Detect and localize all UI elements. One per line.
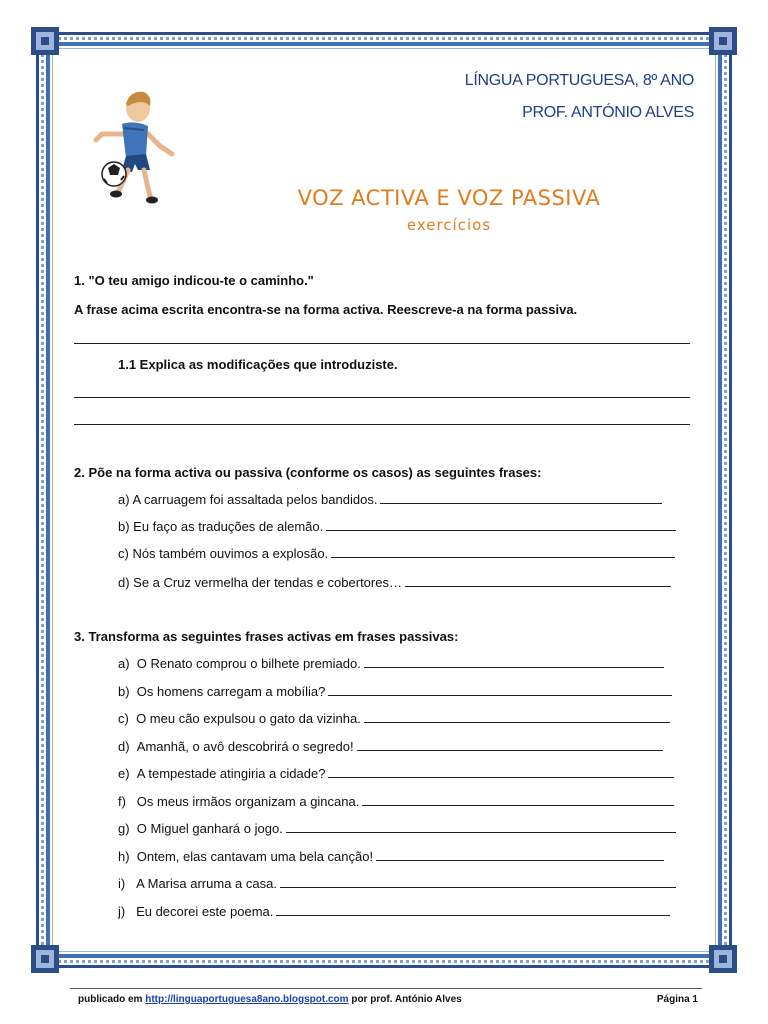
exercise-3-item — [118, 794, 674, 809]
answer-line[interactable] — [328, 766, 674, 778]
answer-line[interactable] — [276, 904, 670, 916]
exercise-3-item-text: O meu cão expulsou o gato da vizinha. — [136, 711, 361, 726]
answer-line[interactable] — [280, 876, 676, 888]
item-marker: i) — [118, 876, 126, 891]
exercise-3-item-text: Eu decorei este poema. — [136, 904, 274, 919]
exercise-3-item — [118, 739, 663, 754]
exercise-2-item-text: c) Nós também ouvimos a explosão. — [118, 546, 329, 561]
exercise-3-item — [118, 766, 674, 781]
item-marker: b) — [118, 684, 130, 699]
exercise-3-item-text: O Miguel ganhará o jogo. — [136, 821, 283, 836]
answer-line[interactable] — [74, 397, 690, 398]
exercise-2-item — [118, 546, 675, 561]
answer-line[interactable] — [357, 739, 663, 751]
footer-divider — [70, 988, 702, 989]
exercise-3-item — [118, 711, 670, 726]
exercise-3-item-text: A Marisa arruma a casa. — [136, 876, 277, 891]
exercise-3-item — [118, 684, 672, 699]
item-marker: j) — [118, 904, 126, 919]
exercise-3-item-text: Amanhã, o avô descobrirá o segredo! — [136, 739, 354, 754]
footer-author: por prof. António Alves — [351, 994, 462, 1005]
worksheet-subtitle: exercícios — [406, 216, 492, 234]
answer-line[interactable] — [364, 711, 670, 723]
exercise-1-instruction: A frase acima escrita encontra-se na forma activa. Reescreve-a na forma passiva. — [74, 302, 578, 317]
item-marker: d) — [118, 739, 130, 754]
exercise-3-item-text: Os homens carregam a mobília? — [136, 684, 326, 699]
item-marker: h) — [118, 849, 130, 864]
subject-heading: LÍNGUA PORTUGUESA, 8º ANO — [464, 72, 694, 89]
corner-ornament-icon — [708, 944, 738, 974]
exercise-3-item — [118, 876, 676, 891]
answer-line[interactable] — [362, 794, 674, 806]
answer-line[interactable] — [328, 684, 672, 696]
item-marker: g) — [118, 821, 130, 836]
exercise-2-item-text: d) Se a Cruz vermelha der tendas e cobertores… — [118, 575, 402, 590]
exercise-3-item — [118, 821, 676, 836]
exercise-3-item-text: O Renato comprou o bilhete premiado. — [136, 656, 361, 671]
exercise-2-item — [118, 492, 662, 507]
exercise-3-heading: 3. Transforma as seguintes frases activas em frases passivas: — [74, 629, 459, 644]
answer-line[interactable] — [405, 575, 671, 587]
exercise-1-heading: 1. "O teu amigo indicou-te o caminho." — [74, 273, 314, 288]
page-footer — [78, 994, 698, 1005]
worksheet-title: VOZ ACTIVA E VOZ PASSIVA — [297, 186, 601, 210]
exercise-2-item — [118, 519, 676, 534]
answer-line[interactable] — [364, 656, 664, 668]
exercise-3-item — [118, 656, 664, 671]
exercise-2-item-text: a) A carruagem foi assaltada pelos bandidos. — [118, 492, 378, 507]
answer-line[interactable] — [286, 821, 676, 833]
item-marker: f) — [118, 794, 126, 809]
exercise-2-item — [118, 575, 671, 590]
answer-line[interactable] — [326, 519, 676, 531]
teacher-heading: PROF. ANTÓNIO ALVES — [522, 104, 694, 121]
answer-line[interactable] — [74, 424, 690, 425]
exercise-2-item-text: b) Eu faço as traduções de alemão. — [118, 519, 324, 534]
corner-ornament-icon — [30, 944, 60, 974]
item-marker: c) — [118, 711, 129, 726]
answer-line[interactable] — [74, 343, 690, 344]
corner-ornament-icon — [30, 26, 60, 56]
exercise-3-item-text: A tempestade atingiria a cidade? — [136, 766, 326, 781]
answer-line[interactable] — [376, 849, 664, 861]
exercise-3-item — [118, 904, 670, 919]
item-marker: e) — [118, 766, 130, 781]
page-number: Página 1 — [656, 994, 698, 1005]
item-marker: a) — [118, 656, 130, 671]
exercise-2-heading: 2. Põe na forma activa ou passiva (conforme os casos) as seguintes frases: — [74, 465, 542, 480]
exercise-1-1-question: 1.1 Explica as modificações que introduziste. — [118, 357, 398, 372]
footer-prefix: publicado em — [78, 994, 143, 1005]
blog-link[interactable]: http://linguaportuguesa8ano.blogspot.com — [145, 994, 349, 1005]
corner-ornament-icon — [708, 26, 738, 56]
exercise-3-item — [118, 849, 664, 864]
answer-line[interactable] — [331, 546, 675, 558]
exercise-3-item-text: Os meus irmãos organizam a gincana. — [136, 794, 360, 809]
answer-line[interactable] — [380, 492, 662, 504]
exercise-3-item-text: Ontem, elas cantavam uma bela canção! — [136, 849, 374, 864]
